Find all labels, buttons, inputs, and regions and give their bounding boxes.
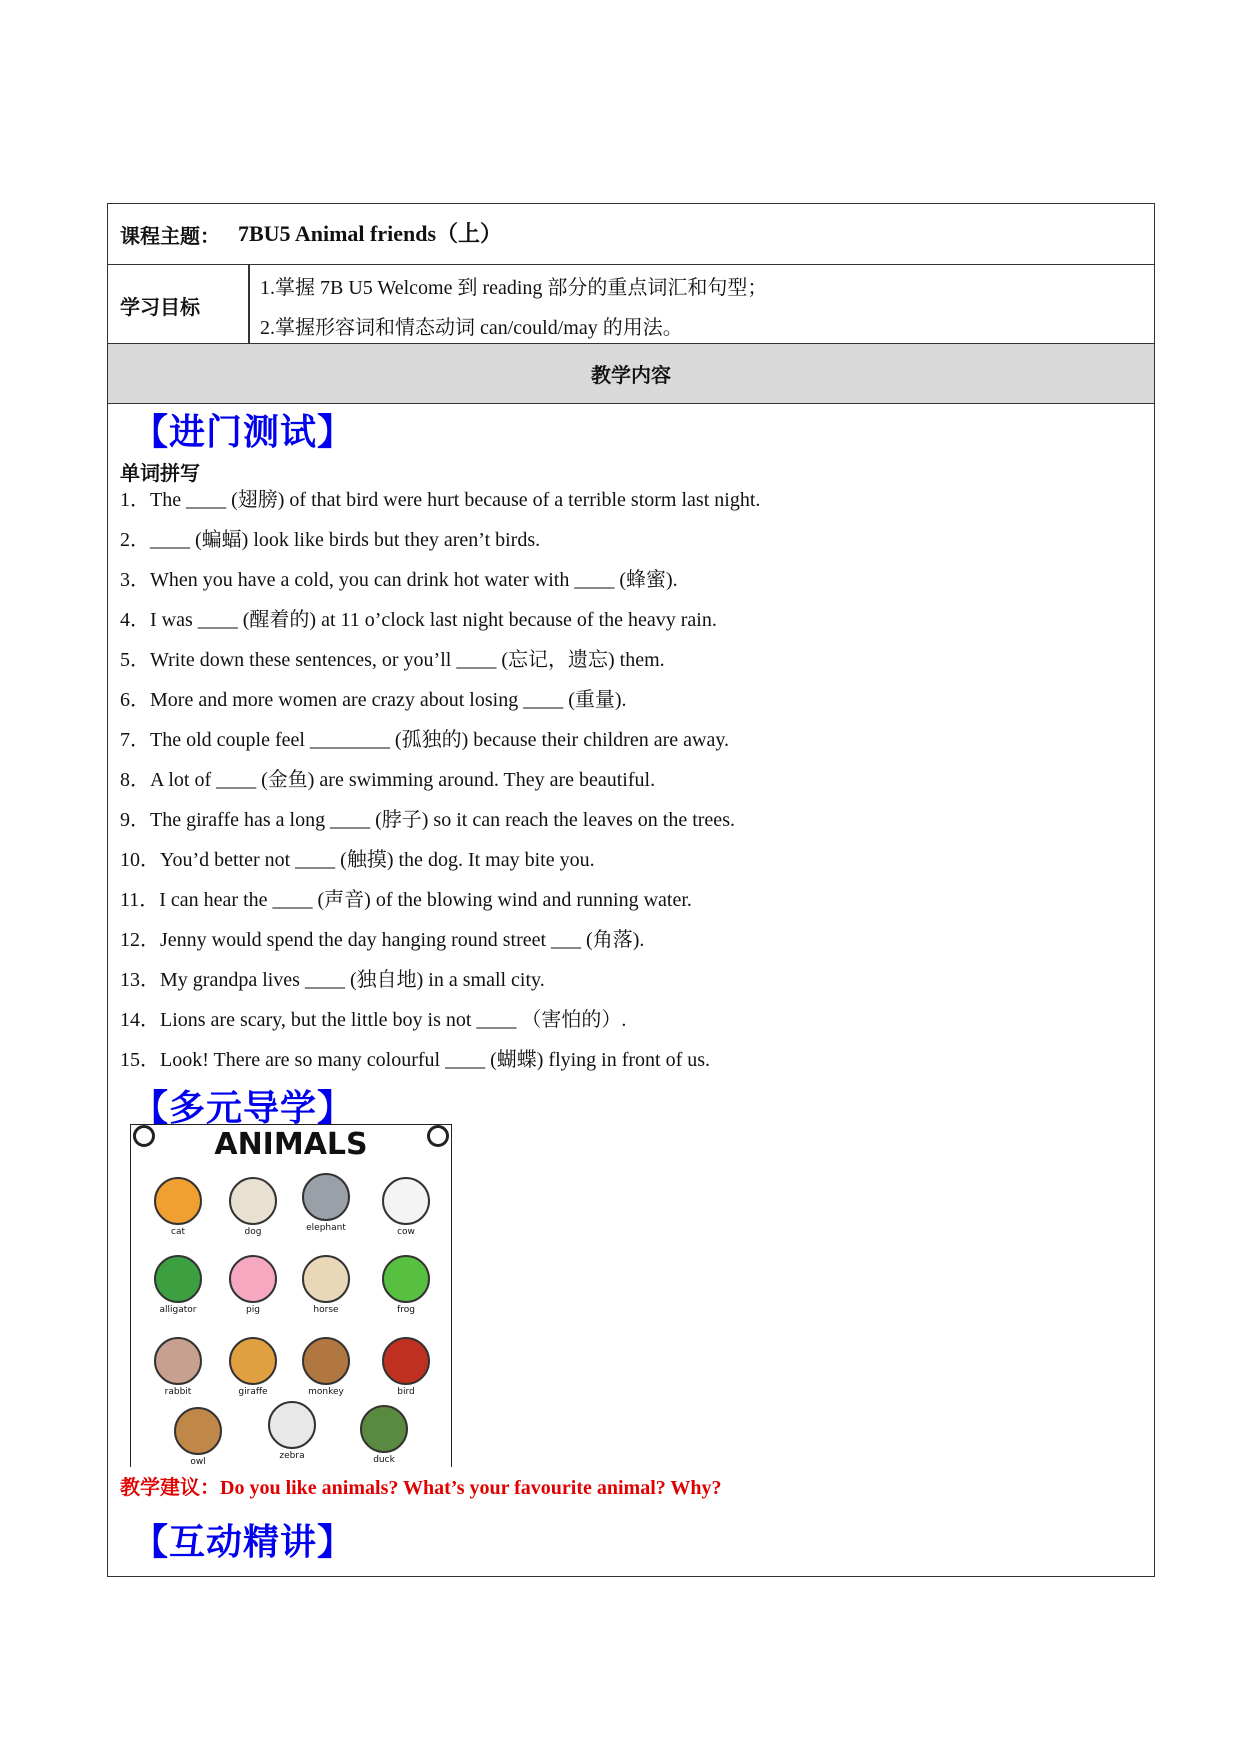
question-item: 5．Write down these sentences, or you’ll ____ (忘记，遗忘) them. [120, 649, 665, 671]
section-subtitle: 单词拼写 [120, 461, 200, 485]
dog-icon [229, 1177, 277, 1225]
animal-bird: bird [371, 1337, 441, 1397]
animals-picture [130, 1124, 452, 1467]
animal-monkey: monkey [291, 1337, 361, 1397]
section-title-interactive-lecture: 【互动精讲】 [132, 1522, 355, 1563]
question-item: 10．You’d better not ____ (触摸) the dog. It may bite you. [120, 849, 595, 871]
monkey-icon [302, 1337, 350, 1385]
animal-cow: cow [371, 1177, 441, 1237]
animal-owl: owl [163, 1407, 233, 1467]
frog-icon [382, 1255, 430, 1303]
topic-label: 课程主题： [120, 224, 220, 248]
animal-pig: pig [218, 1255, 288, 1315]
goal-item: 2.掌握形容词和情态动词 can/could/may 的用法。 [260, 317, 683, 339]
rabbit-icon [154, 1337, 202, 1385]
animal-cat: cat [143, 1177, 213, 1237]
tip-text: Do you like animals? What’s your favourite animal? Why? [220, 1477, 722, 1499]
lesson-sheet [107, 203, 1155, 1577]
pig-icon [229, 1255, 277, 1303]
question-item: 12．Jenny would spend the day hanging round street ___ (角落). [120, 929, 645, 951]
section-title-guided-learning: 【多元导学】 [132, 1088, 355, 1129]
question-item: 8．A lot of ____ (金鱼) are swimming around. They are beautiful. [120, 769, 656, 791]
question-item: 6．More and more women are crazy about losing ____ (重量). [120, 689, 627, 711]
goal-item: 1.掌握 7B U5 Welcome 到 reading 部分的重点词汇和句型； [260, 277, 768, 299]
question-item: 2．____ (蝙蝠) look like birds but they aren’t birds. [120, 529, 541, 551]
alligator-icon [154, 1255, 202, 1303]
owl-icon [174, 1407, 222, 1455]
section-title-entry-test: 【进门测试】 [132, 412, 355, 453]
animal-duck: duck [349, 1405, 419, 1465]
content-header-row [108, 344, 1154, 404]
animal-frog: frog [371, 1255, 441, 1315]
animal-alligator: alligator [143, 1255, 213, 1315]
zebra-icon [268, 1401, 316, 1449]
cat-icon [154, 1177, 202, 1225]
animal-dog: dog [218, 1177, 288, 1237]
question-item: 15．Look! There are so many colourful ____ (蝴蝶) flying in front of us. [120, 1049, 711, 1071]
question-item: 11．I can hear the ____ (声音) of the blowing wind and running water. [120, 889, 692, 911]
animal-rabbit: rabbit [143, 1337, 213, 1397]
picture-title: ANIMALS [214, 1127, 368, 1162]
content-label: 教学内容 [591, 363, 671, 387]
animal-giraffe: giraffe [218, 1337, 288, 1397]
animal-horse: horse [291, 1255, 361, 1315]
question-item: 14．Lions are scary, but the little boy is not ____ （害怕的）. [120, 1009, 627, 1031]
teaching-tip [120, 1471, 722, 1500]
elephant-icon [302, 1173, 350, 1221]
goals-row [108, 265, 1154, 344]
duck-icon [360, 1405, 408, 1453]
cow-icon [382, 1177, 430, 1225]
question-list [120, 480, 760, 1080]
question-item: 4．I was ____ (醒着的) at 11 o’clock last night because of the heavy rain. [120, 609, 717, 631]
animal-zebra: zebra [257, 1401, 327, 1461]
topic-row [108, 204, 1154, 265]
tip-label: 教学建议： [120, 1475, 220, 1499]
question-item: 9．The giraffe has a long ____ (脖子) so it can reach the leaves on the trees. [120, 809, 735, 831]
bird-icon [382, 1337, 430, 1385]
goals-label: 学习目标 [120, 295, 200, 319]
question-item: 13．My grandpa lives ____ (独自地) in a small city. [120, 969, 545, 991]
question-item: 1．The ____ (翅膀) of that bird were hurt because of a terrible storm last night. [120, 489, 761, 511]
horse-icon [302, 1255, 350, 1303]
question-item: 7．The old couple feel ________ (孤独的) because their children are away. [120, 729, 730, 751]
giraffe-icon [229, 1337, 277, 1385]
animal-elephant: elephant [291, 1173, 361, 1233]
topic-value: 7BU5 Animal friends（上） [238, 221, 503, 246]
cell-divider [248, 265, 250, 343]
question-item: 3．When you have a cold, you can drink hot water with ____ (蜂蜜). [120, 569, 678, 591]
